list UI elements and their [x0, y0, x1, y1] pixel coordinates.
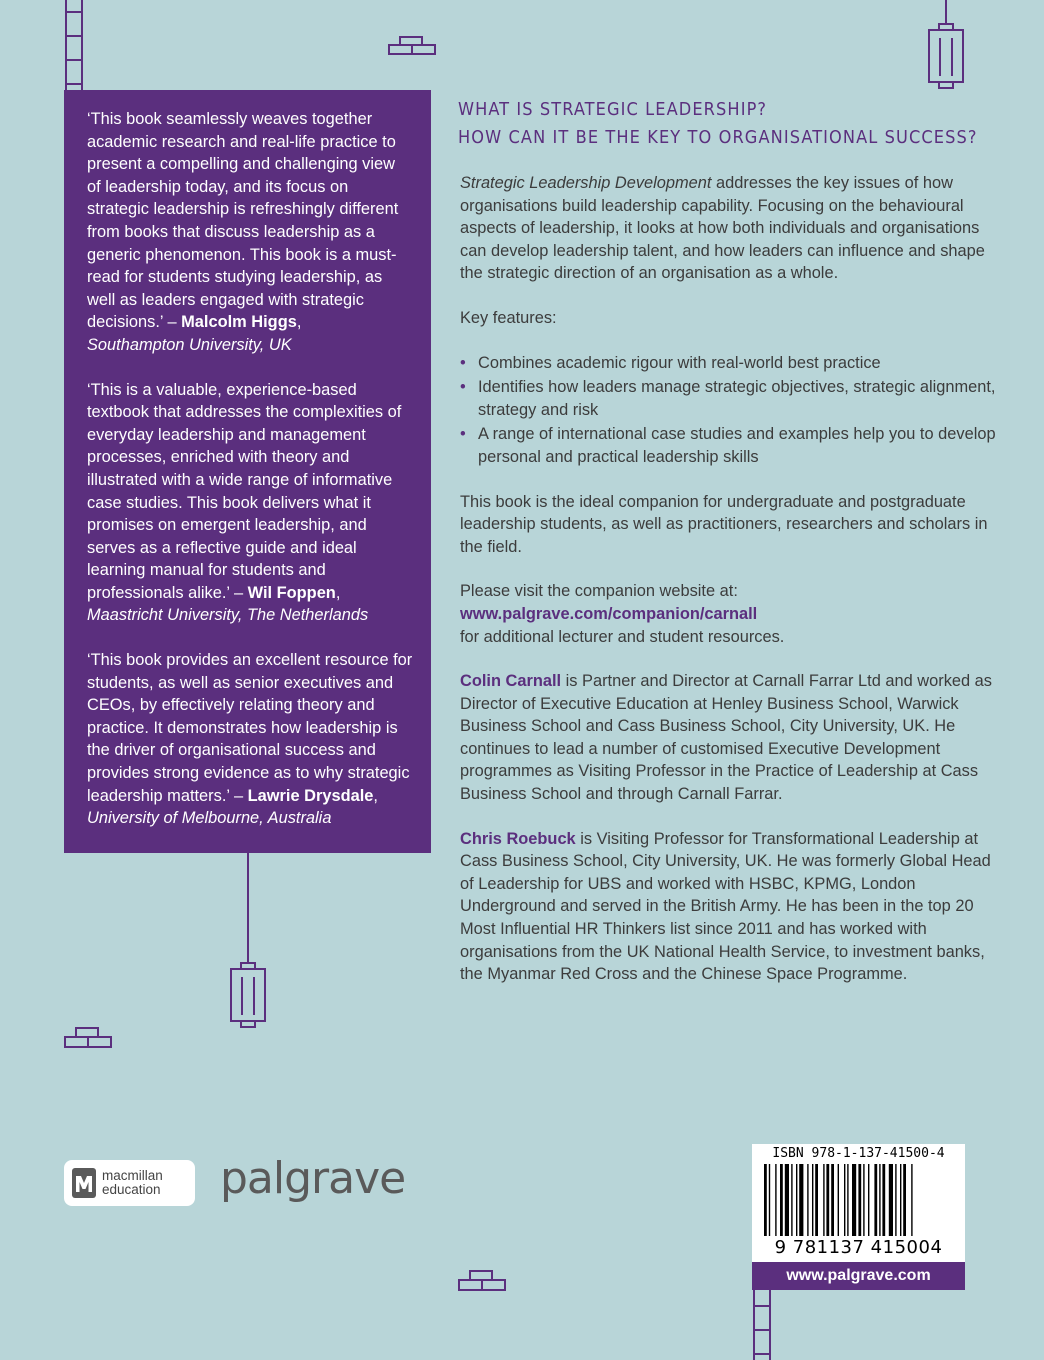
brick-top-decoration	[388, 36, 436, 56]
macmillan-education-logo: macmillan education	[64, 1160, 195, 1206]
intro-paragraph: Strategic Leadership Development addresses the key issues of how organisations build leadership capability. Focusing on the behavioural aspects of leadership, it looks at how both individuals and organisations can develop leadership talent, and how leaders can influence and shape the strategic direction of an organisation as a whole.	[460, 174, 985, 283]
ladder-bottom-right-decoration	[748, 1290, 778, 1360]
audience-paragraph: This book is the ideal companion for undergraduate and postgraduate leadership students, as well as practitioners, researchers and scholars in the field.	[460, 492, 988, 556]
headline-line-2: HOW CAN IT BE THE KEY TO ORGANISATIONAL SUCCESS?	[458, 127, 978, 148]
endorser-name: Malcolm Higgs	[181, 313, 297, 332]
endorsements-panel	[64, 90, 431, 853]
headline-line-1: WHAT IS STRATEGIC LEADERSHIP?	[458, 99, 768, 120]
feature-list	[460, 352, 1000, 469]
publisher-website[interactable]: www.palgrave.com	[752, 1262, 965, 1290]
feature-item: • Combines academic rigour with real-world best practice	[460, 352, 1000, 375]
author-bio: Chris Roebuck is Visiting Professor for Transformational Leadership at Cass Business School, City University, UK. He was formerly Global Head of Leadership for UBS and worked with HSBC, KPMG, London Underground and served in the British Army. He has been in the top 20 Most Influential HR Thinkers list since 2011 and has worked with organisations from the UK National Health Service, to investment banks, the Myanmar Red Cross and the Chinese Space Programme.	[460, 829, 991, 984]
barcode-bars	[764, 1164, 954, 1236]
author-name: Colin Carnall	[460, 672, 562, 691]
website-paragraph: Please visit the companion website at: www.palgrave.com/companion/carnall for additional lecturer and student resources.	[460, 582, 785, 646]
isbn-number: ISBN 978-1-137-41500-4	[772, 1146, 945, 1161]
barcode-digits: 9 781137 415004	[774, 1237, 943, 1258]
endorsement-quote: ‘This is a valuable, experience-based textbook that addresses the complexities of everyday leadership and management processes, enriched with theory and illustrated with a wide range of informative case studies. This book delivers what it promises on emergent leadership, and serves as a reflective guide and ideal learning manual for students and professionals alike.’ – Wil Foppen, Maastricht University, The Netherlands	[87, 380, 402, 625]
endorser-name: Lawrie Drysdale	[247, 786, 374, 805]
feature-item: • Identifies how leaders manage strategic objectives, strategic alignment, strategy and risk	[460, 376, 1000, 421]
brick-left-decoration	[64, 1027, 112, 1049]
macmillan-m-icon	[72, 1168, 96, 1198]
brick-bottom-decoration	[458, 1270, 506, 1292]
companion-website-link[interactable]: www.palgrave.com/companion/carnall	[460, 604, 758, 623]
palgrave-logo: palgrave	[220, 1153, 406, 1204]
cover-headline	[458, 96, 978, 152]
endorsement-quote: ‘This book seamlessly weaves together academic research and real-life practice to present a compelling and challenging view of leadership today, and its focus on strategic leadership is refreshingly different from books that discuss leadership as a generic phenomenon. This book is a must-read for students studying leadership, as well as leaders engaged with strategic decisions.’ – Malcolm Higgs, Southampton University, UK	[87, 110, 399, 354]
ladder-top-left-decoration	[60, 0, 90, 90]
endorser-affiliation: Maastricht University, The Netherlands	[87, 606, 369, 625]
lantern-bottom-left-decoration	[226, 853, 270, 1033]
feature-item: • A range of international case studies and examples help you to develop personal and practical leadership skills	[460, 423, 1000, 468]
book-title: Strategic Leadership Development	[460, 174, 712, 192]
key-features-label: Key features:	[460, 308, 557, 327]
endorser-name: Wil Foppen	[247, 583, 336, 602]
lantern-top-right-decoration	[924, 0, 968, 100]
book-description	[460, 172, 1000, 1008]
endorsement-quote: ‘This book provides an excellent resource for students, as well as senior executives and CEOs, by effectively relating theory and practice. It demonstrates how leadership is the driver of organisational success and provides strong evidence as to why strategic leadership matters.’ – Lawrie Drysdale, University of Melbourne, Australia	[87, 651, 413, 828]
endorser-affiliation: University of Melbourne, Australia	[87, 809, 332, 828]
endorser-affiliation: Southampton University, UK	[87, 335, 292, 354]
author-name: Chris Roebuck	[460, 829, 576, 848]
author-bio: Colin Carnall is Partner and Director at Carnall Farrar Ltd and worked as Director of Executive Education at Henley Business School, Warwick Business School and Cass Business School, City University, UK. He continues to lead a number of customised Executive Development programmes as Visiting Professor in the Practice of Leadership at Cass Business School and through Carnall Farrar.	[460, 672, 992, 804]
isbn-barcode	[752, 1144, 965, 1262]
